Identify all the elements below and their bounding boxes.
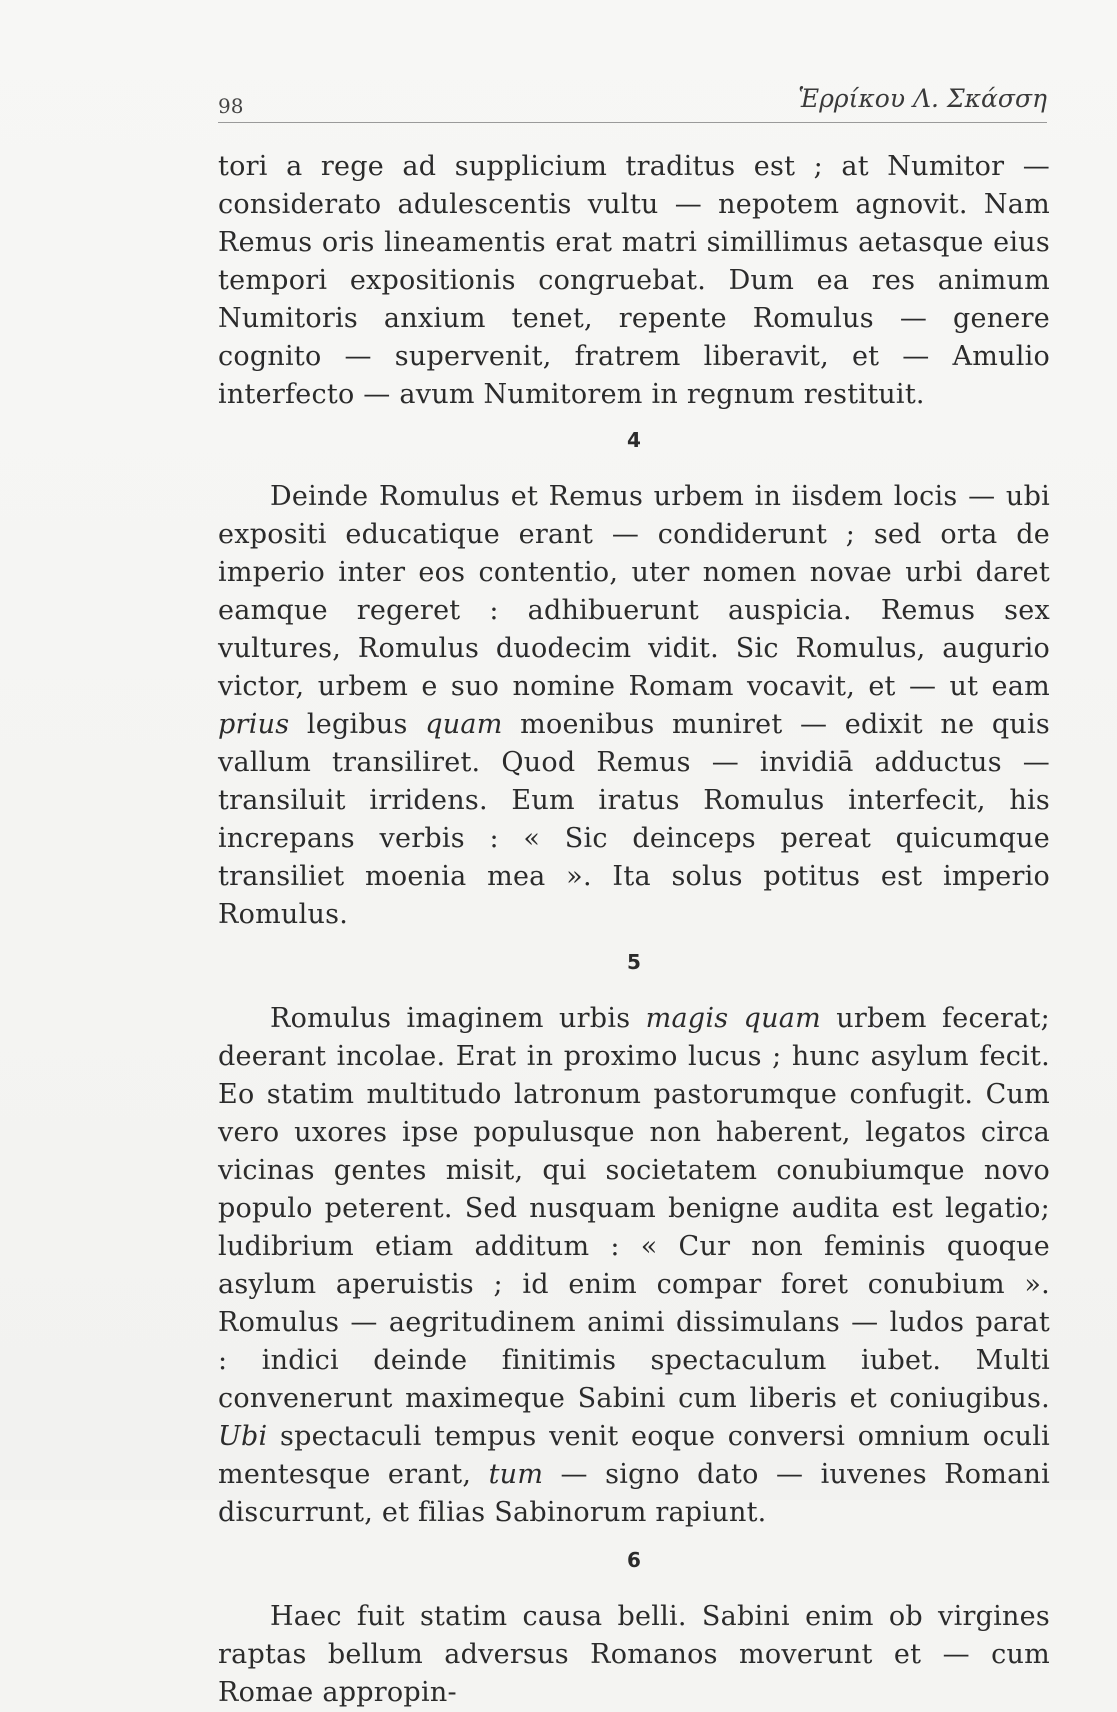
- section-4-italic-prius: prius: [218, 709, 290, 740]
- section-5-text-part-1: Romulus imaginem urbis: [270, 1003, 646, 1034]
- section-4-text-part-3: moenibus muniret — edixit ne quis vallum transiliret. Quod Remus — invidiā adductus — transiluit irridens. Eum iratus Romulus interfecit, his increpans verbis : « Sic deinceps pereat quicumque transiliet moenia mea ». Ita solus potitus est imperio Romulus.: [218, 709, 1050, 930]
- section-5-italic-magis-quam: magis quam: [645, 1003, 821, 1034]
- section-number-4: 4: [627, 428, 641, 452]
- intro-paragraph: tori a rege ad supplicium traditus est ; at Numitor — considerato adulescentis vultu — nepotem agnovit. Nam Remus oris lineamentis erat matri simillimus aetasque eius tempori expositionis congruebat. Dum ea res animum Numitoris anxium tenet, repente Romulus — genere cognito — supervenit, fratrem liberavit, et — Amulio interfecto — avum Numitorem in regnum restituit.: [218, 151, 1050, 410]
- main-text: [218, 148, 1050, 1712]
- section-5-italic-tum: tum: [488, 1459, 544, 1490]
- section-number-6: 6: [627, 1548, 641, 1572]
- section-5-text-part-4: — signo dato — iuvenes Romani discurrunt, et filias Sabinorum rapiunt.: [218, 1459, 1050, 1528]
- section-6-paragraph: Haec fuit statim causa belli. Sabini enim ob virgines raptas bellum adversus Romanos moverunt et — cum Romae appropin-: [218, 1601, 1050, 1708]
- section-5-text-part-3: spectaculi tempus venit eoque conversi omnium oculi mentesque erant,: [218, 1421, 1050, 1490]
- section-4-italic-quam: quam: [425, 709, 503, 740]
- section-5-italic-ubi: Ubi: [218, 1421, 268, 1452]
- page-header: [218, 84, 1047, 123]
- section-number-5: 5: [627, 950, 641, 974]
- running-head: Ἑρρίκου Λ. Σκάσση: [798, 84, 1047, 113]
- section-5-text-part-2: urbem fecerat; deerant incolae. Erat in proximo lucus ; hunc asylum fecit. Eo statim multitudo latronum pastorumque confugit. Cum vero uxores ipse populusque non haberent, legatos circa vicinas gentes misit, qui societatem conubiumque novo populo peterent. Sed nusquam benigne audita est legatio; ludibrium etiam additum : « Cur non feminis quoque asylum aperuistis ; id enim compar foret conubium ». Romulus — aegritudinem animi dissimulans — ludos parat : indici deinde finitimis spectaculum iubet. Multi convenerunt maximeque Sabini cum liberis et coniugibus.: [218, 1003, 1050, 1414]
- section-5-paragraph: [218, 1000, 1050, 1532]
- section-4-text-part-1: Deinde Romulus et Remus urbem in iisdem locis — ubi expositi educatique erant — condiderunt ; sed orta de imperio inter eos contentio, uter nomen novae urbi daret eamque regeret : adhibuerunt auspicia. Remus sex vultures, Romulus duodecim vidit. Sic Romulus, augurio victor, urbem e suo nomine Romam vocavit, et — ut eam: [218, 481, 1050, 702]
- page-number: 98: [218, 94, 244, 118]
- section-4-paragraph: [218, 478, 1050, 934]
- section-4-text-part-2: legibus: [289, 709, 426, 740]
